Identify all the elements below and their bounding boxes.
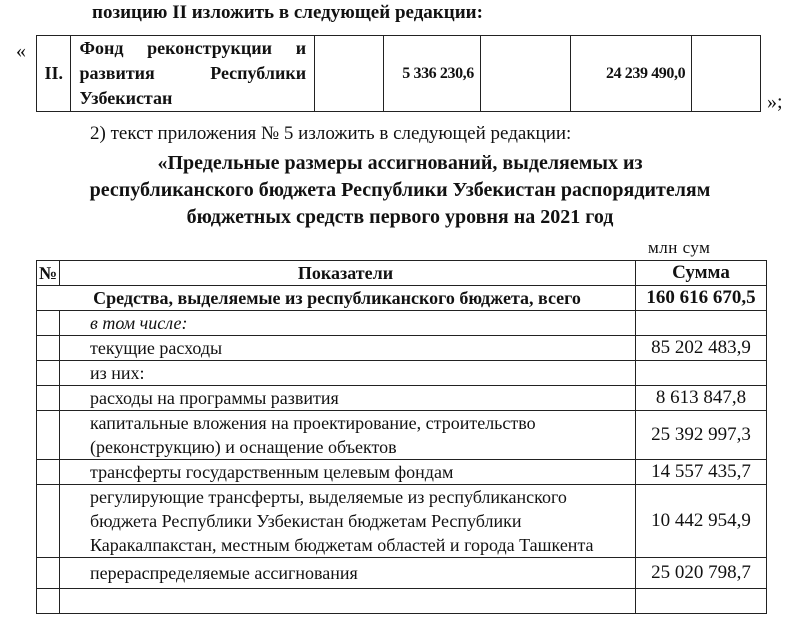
document-title-line-1: «Предельные размеры ассигнований, выделяемых из bbox=[157, 152, 643, 174]
table-row bbox=[37, 361, 767, 386]
total-label: Средства, выделяемые из республиканского бюджета, всего bbox=[37, 286, 636, 311]
row-value: 25 020 798,7 bbox=[636, 558, 767, 589]
table-row bbox=[37, 36, 761, 112]
units-label: млн сум bbox=[648, 238, 711, 257]
row-value: 25 392 997,3 bbox=[636, 411, 767, 460]
row-number bbox=[37, 589, 60, 614]
row-value: 85 202 483,9 bbox=[636, 336, 767, 361]
row-label bbox=[60, 589, 636, 614]
header-num: № bbox=[37, 261, 60, 286]
closing-quote: »; bbox=[767, 91, 783, 113]
row-number bbox=[37, 361, 60, 386]
row-value bbox=[636, 311, 767, 336]
row-value: 14 557 435,7 bbox=[636, 460, 767, 485]
row-label: трансферты государственным целевым фондам bbox=[60, 460, 636, 485]
row-value bbox=[636, 361, 767, 386]
fund-row-number: II. bbox=[37, 36, 71, 112]
table-row bbox=[37, 411, 767, 460]
row-number bbox=[37, 311, 60, 336]
table-row bbox=[37, 460, 767, 485]
empty-cell bbox=[480, 36, 570, 112]
row-number bbox=[37, 411, 60, 460]
fund-row-value-2: 24 239 490,0 bbox=[570, 36, 691, 112]
table-row bbox=[37, 558, 767, 589]
opening-quote: « bbox=[16, 40, 26, 62]
row-number bbox=[37, 336, 60, 361]
table-row bbox=[37, 386, 767, 411]
table-row bbox=[37, 485, 767, 558]
allocations-table bbox=[36, 260, 767, 614]
row-label: из них: bbox=[60, 361, 636, 386]
row-value bbox=[636, 589, 767, 614]
header-amount: Сумма bbox=[636, 261, 767, 286]
total-value: 160 616 670,5 bbox=[636, 286, 767, 311]
fund-row-value-1: 5 336 230,6 bbox=[383, 36, 480, 112]
fund-position-table bbox=[36, 35, 761, 112]
row-label: перераспределяемые ассигнования bbox=[60, 558, 636, 589]
header-indicators: Показатели bbox=[60, 261, 636, 286]
fund-row-name: Фонд реконструкции и развития Республики Узбекистан bbox=[71, 36, 315, 112]
empty-cell bbox=[315, 36, 384, 112]
row-number bbox=[37, 460, 60, 485]
row-label: капитальные вложения на проектирование, строительство (реконструкцию) и оснащение объектов bbox=[60, 411, 636, 460]
empty-cell bbox=[692, 36, 761, 112]
table-row bbox=[37, 336, 767, 361]
table-header-row bbox=[37, 261, 767, 286]
intro-line: позицию II изложить в следующей редакции: bbox=[92, 2, 483, 23]
row-label: расходы на программы развития bbox=[60, 386, 636, 411]
row-number bbox=[37, 558, 60, 589]
row-value: 10 442 954,9 bbox=[636, 485, 767, 558]
row-number bbox=[37, 485, 60, 558]
table-total-row bbox=[37, 286, 767, 311]
document-title-line-3: бюджетных средств первого уровня на 2021 год bbox=[186, 206, 614, 228]
row-value: 8 613 847,8 bbox=[636, 386, 767, 411]
table-row bbox=[37, 589, 767, 614]
amendment-line: 2) текст приложения № 5 изложить в следующей редакции: bbox=[90, 123, 572, 144]
row-number bbox=[37, 386, 60, 411]
row-label: регулирующие трансферты, выделяемые из республиканского бюджета Республики Узбекистан бюджетам Республики Каракалпакстан, местным бюджетам областей и города Ташкента bbox=[60, 485, 636, 558]
document-title-line-2: республиканского бюджета Республики Узбекистан распорядителям bbox=[89, 179, 711, 201]
table-row bbox=[37, 311, 767, 336]
row-label: в том числе: bbox=[60, 311, 636, 336]
row-label: текущие расходы bbox=[60, 336, 636, 361]
